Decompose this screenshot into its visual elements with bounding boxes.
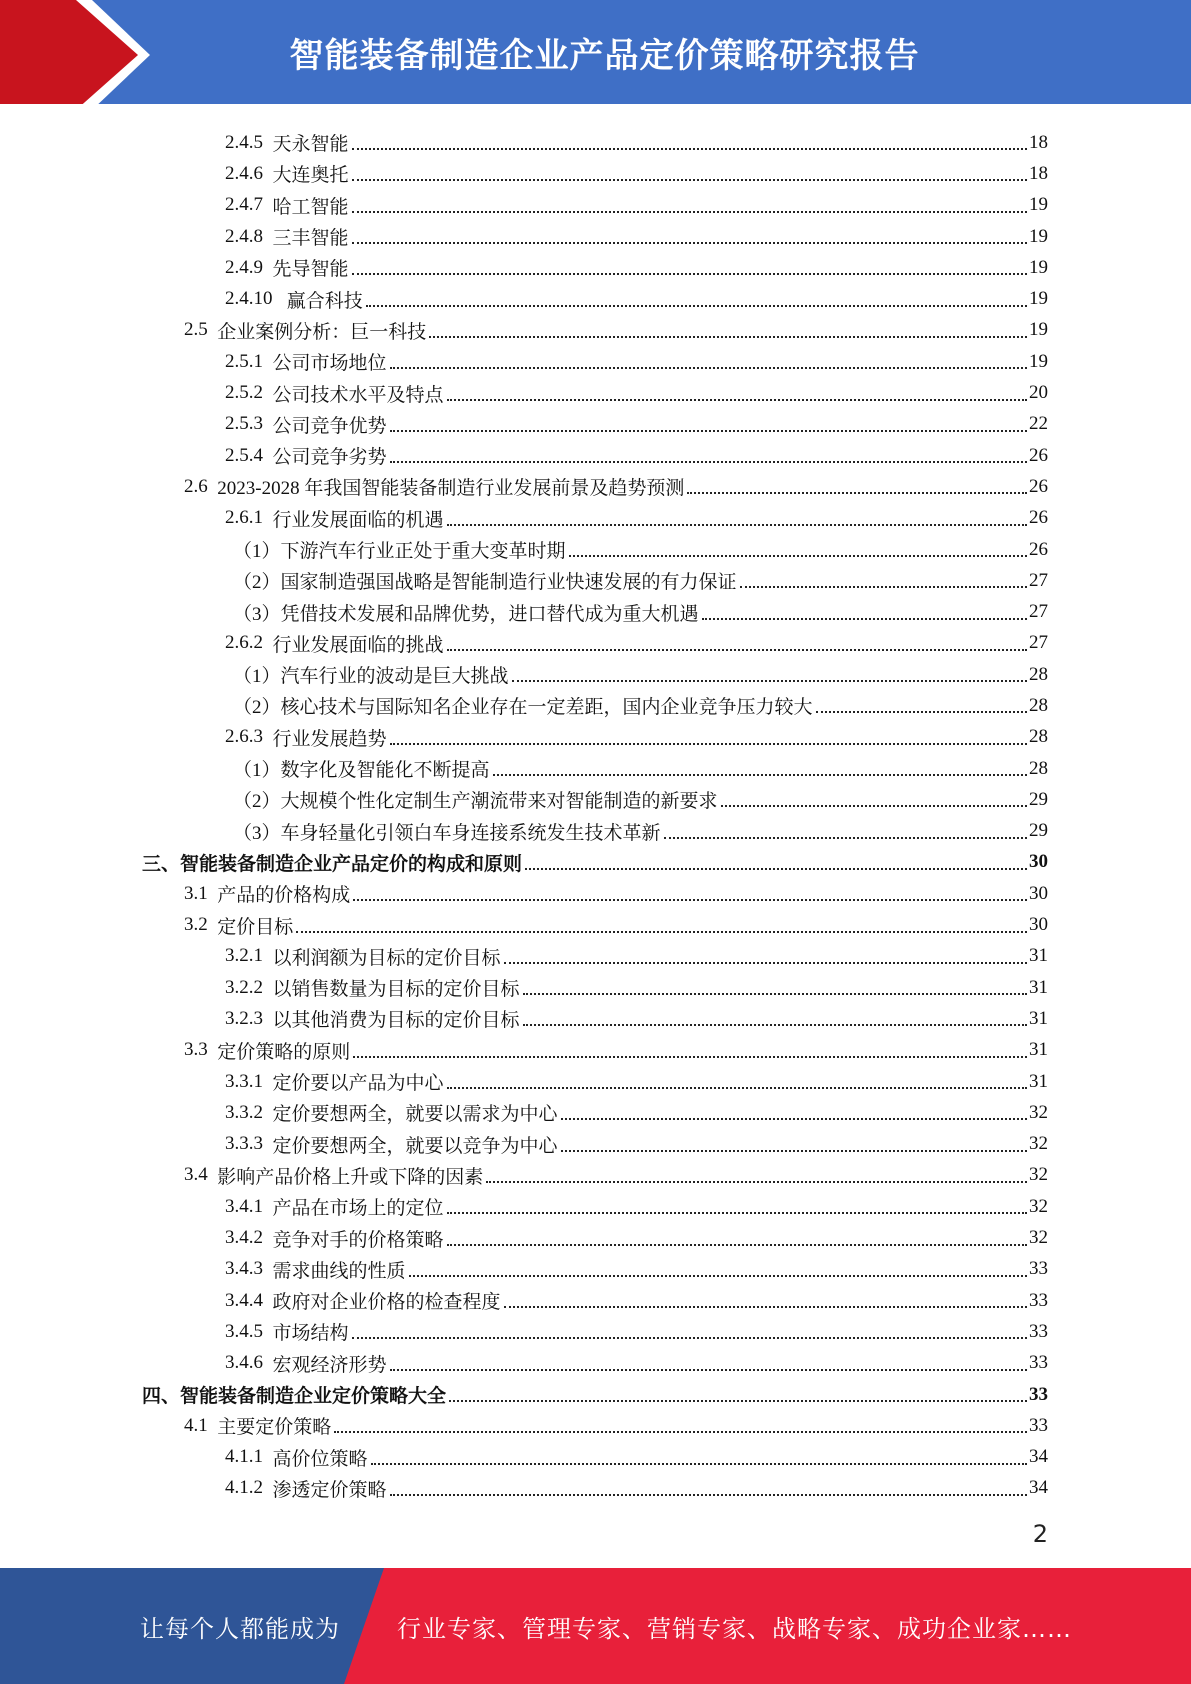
footer-slogan-left: 让每个人都能成为 xyxy=(140,1614,340,1643)
toc-entry-title: 行业发展面临的机遇 xyxy=(272,509,444,531)
toc-entry-number: 3.2 xyxy=(184,914,208,936)
toc-entry[interactable] xyxy=(0,1316,1191,1347)
toc-entry-page: 22 xyxy=(1029,413,1048,435)
toc-entry[interactable] xyxy=(0,346,1191,377)
toc-entry-title: 汽车行业的波动是巨大挑战 xyxy=(280,666,509,688)
toc-entry-page: 27 xyxy=(1029,601,1048,623)
toc-entry-number: 2.4.5 xyxy=(225,131,263,153)
toc-entry-page: 26 xyxy=(1029,507,1048,529)
toc-entry[interactable] xyxy=(0,878,1191,909)
toc-entry-page: 31 xyxy=(1029,945,1048,967)
toc-entry-page: 32 xyxy=(1029,1164,1048,1186)
toc-entry-gap xyxy=(263,1352,273,1374)
toc-dot-leader xyxy=(409,1256,1027,1277)
toc-entry-gap xyxy=(263,1071,273,1093)
toc-entry-title: 哈工智能 xyxy=(272,196,349,218)
toc-entry-gap xyxy=(263,1290,273,1312)
toc-dot-leader xyxy=(664,818,1027,839)
toc-entry-title: 国家制造强国战略是智能制造行业快速发展的有力保证 xyxy=(280,572,737,594)
toc-dot-leader xyxy=(390,724,1027,745)
toc-entry-gap xyxy=(263,257,273,279)
toc-entry-number: （3） xyxy=(233,822,281,844)
toc-entry-number: 2.5.4 xyxy=(225,444,263,466)
toc-entry-number: 3.2.1 xyxy=(225,945,263,967)
toc-dot-leader xyxy=(687,473,1027,494)
toc-entry[interactable] xyxy=(0,1473,1191,1504)
toc-entry[interactable] xyxy=(0,1003,1191,1034)
toc-entry[interactable] xyxy=(0,283,1191,314)
toc-entry-title: 下游汽车行业正处于重大变革时期 xyxy=(280,541,566,562)
toc-dot-leader xyxy=(352,254,1027,275)
toc-entry-page: 26 xyxy=(1029,444,1048,466)
toc-entry-gap xyxy=(263,977,273,999)
toc-entry[interactable] xyxy=(0,440,1191,471)
toc-entry[interactable] xyxy=(0,409,1191,440)
toc-entry-title: 以利润额为目标的定价目标 xyxy=(272,947,501,969)
toc-entry-gap xyxy=(263,726,273,748)
toc-entry-gap xyxy=(263,1227,273,1249)
toc-entry-title: 企业案例分析：巨一科技 xyxy=(217,321,427,343)
toc-entry-number: （2） xyxy=(233,572,281,594)
toc-entry-page: 30 xyxy=(1029,914,1048,936)
toc-entry[interactable] xyxy=(0,221,1191,252)
toc-entry-title: 以其他消费为目标的定价目标 xyxy=(272,1010,520,1032)
toc-entry-title: 定价要想两全，就要以竞争为中心 xyxy=(272,1135,558,1157)
toc-entry-number: 3.2.2 xyxy=(225,976,263,998)
toc-entry-number: 2.4.10 xyxy=(225,288,273,310)
toc-entry-number: 3.4.2 xyxy=(225,1227,263,1249)
toc-entry-title: 行业发展趋势 xyxy=(272,728,387,750)
toc-dot-leader xyxy=(352,223,1027,244)
toc-entry[interactable] xyxy=(0,1160,1191,1191)
toc-entry[interactable] xyxy=(0,909,1191,940)
toc-dot-leader xyxy=(523,974,1027,995)
toc-entry[interactable] xyxy=(0,972,1191,1003)
toc-entry-number: 2.5 xyxy=(184,319,208,341)
toc-entry-gap xyxy=(208,883,218,905)
toc-dot-leader xyxy=(721,786,1027,807)
toc-entry-number: 2.5.2 xyxy=(225,382,263,404)
toc-entry-page: 26 xyxy=(1029,538,1048,560)
toc-entry[interactable] xyxy=(0,690,1191,721)
toc-entry[interactable] xyxy=(0,847,1191,878)
toc-entry[interactable] xyxy=(0,471,1191,502)
toc-entry-gap xyxy=(263,132,273,154)
toc-entry-gap xyxy=(208,476,218,498)
toc-entry-number: 3.4.4 xyxy=(225,1289,263,1311)
toc-entry-gap xyxy=(263,445,273,467)
toc-dot-leader xyxy=(493,755,1027,776)
toc-entry[interactable] xyxy=(0,190,1191,221)
report-title: 智能装备制造企业产品定价策略研究报告 xyxy=(289,35,920,76)
toc-entry[interactable] xyxy=(0,1254,1191,1285)
toc-dot-leader xyxy=(447,1193,1027,1214)
toc-entry-title: 数字化及智能化不断提高 xyxy=(280,760,490,782)
toc-dot-leader xyxy=(504,1287,1027,1308)
toc-entry-title: 产品的价格构成 xyxy=(217,885,351,907)
toc-entry[interactable] xyxy=(0,127,1191,158)
toc-entry-number: 四、 xyxy=(142,1386,181,1408)
toc-entry-title: 渗透定价策略 xyxy=(272,1479,387,1501)
toc-entry-page: 33 xyxy=(1029,1289,1048,1311)
toc-entry-number: 2.5.1 xyxy=(225,350,263,372)
toc-entry[interactable] xyxy=(0,1285,1191,1316)
toc-dot-leader xyxy=(447,505,1027,526)
toc-entry-number: 3.4 xyxy=(184,1164,208,1186)
toc-entry-number: 3.3.3 xyxy=(225,1133,263,1155)
toc-entry-title: 先导智能 xyxy=(272,259,349,281)
toc-entry-gap xyxy=(263,1196,273,1218)
toc-entry-page: 28 xyxy=(1029,726,1048,748)
toc-entry[interactable] xyxy=(0,1097,1191,1128)
toc-dot-leader xyxy=(523,1005,1027,1026)
toc-entry[interactable] xyxy=(0,1129,1191,1160)
toc-dot-leader xyxy=(561,1099,1027,1120)
toc-entry-page: 30 xyxy=(1029,851,1048,873)
toc-entry-gap xyxy=(263,382,273,404)
toc-entry-gap xyxy=(208,1039,218,1061)
toc-entry-number: （2） xyxy=(233,791,281,813)
toc-entry-page: 33 xyxy=(1029,1383,1048,1405)
toc-entry-title: 车身轻量化引领白车身连接系统发生技术革新 xyxy=(280,822,661,844)
toc-entry-gap xyxy=(263,226,273,248)
toc-entry-title: 政府对企业价格的检查程度 xyxy=(272,1292,501,1314)
toc-entry[interactable] xyxy=(0,1348,1191,1379)
toc-entry-title: 凭借技术发展和品牌优势，进口替代成为重大机遇 xyxy=(280,603,699,625)
toc-entry-page: 28 xyxy=(1029,663,1048,685)
toc-entry-page: 19 xyxy=(1029,225,1048,247)
toc-entry-page: 29 xyxy=(1029,788,1048,810)
toc-entry[interactable] xyxy=(0,158,1191,189)
toc-dot-leader xyxy=(390,1350,1027,1371)
toc-dot-leader xyxy=(447,630,1027,651)
toc-entry-gap xyxy=(208,914,218,936)
toc-entry[interactable] xyxy=(0,659,1191,690)
toc-entry-page: 19 xyxy=(1029,350,1048,372)
toc-entry-gap xyxy=(263,413,273,435)
toc-entry-gap xyxy=(263,1008,273,1030)
toc-entry-page: 32 xyxy=(1029,1101,1048,1123)
toc-entry-gap xyxy=(208,319,218,341)
toc-entry-page: 34 xyxy=(1029,1446,1048,1468)
toc-entry-number: 4.1 xyxy=(184,1414,208,1436)
toc-entry[interactable] xyxy=(0,252,1191,283)
toc-entry-page: 33 xyxy=(1029,1320,1048,1342)
toc-entry[interactable] xyxy=(0,1410,1191,1441)
toc-entry-number: 3.4.1 xyxy=(225,1195,263,1217)
toc-entry[interactable] xyxy=(0,753,1191,784)
toc-entry[interactable] xyxy=(0,503,1191,534)
toc-entry-page: 34 xyxy=(1029,1477,1048,1499)
toc-entry-page: 31 xyxy=(1029,1070,1048,1092)
toc-entry-page: 27 xyxy=(1029,632,1048,654)
toc-entry-title: 智能装备制造企业产品定价的构成和原则 xyxy=(180,853,523,875)
toc-entry-gap xyxy=(263,1258,273,1280)
toc-entry-page: 31 xyxy=(1029,1039,1048,1061)
toc-entry-number: 3.4.6 xyxy=(225,1352,263,1374)
toc-entry-page: 29 xyxy=(1029,820,1048,842)
toc-entry-page: 31 xyxy=(1029,1007,1048,1029)
toc-entry-title: 宏观经济形势 xyxy=(272,1354,387,1376)
toc-entry-number: 3.4.3 xyxy=(225,1258,263,1280)
toc-entry-gap xyxy=(263,1477,273,1499)
toc-entry[interactable] xyxy=(0,1191,1191,1222)
toc-entry-gap xyxy=(263,632,273,654)
table-of-contents xyxy=(0,127,1191,1504)
toc-dot-leader xyxy=(390,1475,1027,1496)
toc-entry-number: 2.6 xyxy=(184,475,208,497)
page-number: 2 xyxy=(1032,1520,1048,1548)
toc-entry-number: 2.6.3 xyxy=(225,726,263,748)
toc-dot-leader xyxy=(352,1318,1027,1339)
toc-entry-number: 3.4.5 xyxy=(225,1320,263,1342)
toc-entry-page: 28 xyxy=(1029,757,1048,779)
toc-entry-gap xyxy=(263,945,273,967)
toc-entry-number: 2.6.1 xyxy=(225,507,263,529)
toc-entry-number: 3.1 xyxy=(184,882,208,904)
toc-entry[interactable] xyxy=(0,1441,1191,1472)
toc-entry-gap xyxy=(263,351,273,373)
toc-entry-title: 市场结构 xyxy=(272,1323,349,1345)
toc-entry-title: 天永智能 xyxy=(272,134,349,156)
toc-entry-page: 30 xyxy=(1029,882,1048,904)
toc-dot-leader xyxy=(353,880,1027,901)
toc-entry-gap xyxy=(263,1133,273,1155)
toc-entry[interactable] xyxy=(0,565,1191,596)
toc-entry[interactable] xyxy=(0,596,1191,627)
toc-entry-title: 行业发展面临的挑战 xyxy=(272,634,444,656)
toc-entry-title: 2023-2028 年我国智能装备制造行业发展前景及趋势预测 xyxy=(217,478,685,500)
toc-entry-page: 33 xyxy=(1029,1258,1048,1280)
toc-entry-title: 产品在市场上的定位 xyxy=(272,1198,444,1220)
toc-entry[interactable] xyxy=(0,1066,1191,1097)
toc-dot-leader xyxy=(429,317,1027,338)
toc-dot-leader xyxy=(525,849,1027,870)
toc-entry-number: 2.5.3 xyxy=(225,413,263,435)
toc-entry-gap xyxy=(263,507,273,529)
toc-dot-leader xyxy=(334,1412,1027,1433)
toc-entry-title: 大连奥托 xyxy=(272,165,349,187)
toc-entry-page: 32 xyxy=(1029,1227,1048,1249)
toc-entry-number: 2.4.8 xyxy=(225,225,263,247)
toc-entry[interactable] xyxy=(0,722,1191,753)
toc-entry-gap xyxy=(273,288,283,310)
toc-entry-number: 3.3.2 xyxy=(225,1101,263,1123)
toc-entry-number: 3.3.1 xyxy=(225,1070,263,1092)
toc-entry-title: 核心技术与国际知名企业存在一定差距，国内企业竞争压力较大 xyxy=(280,697,813,719)
toc-entry-page: 20 xyxy=(1029,382,1048,404)
toc-dot-leader xyxy=(447,380,1027,401)
toc-dot-leader xyxy=(486,1162,1027,1183)
toc-entry-title: 高价位策略 xyxy=(272,1448,368,1470)
toc-entry-page: 33 xyxy=(1029,1352,1048,1374)
toc-entry-page: 19 xyxy=(1029,256,1048,278)
toc-entry-title: 定价策略的原则 xyxy=(217,1041,351,1063)
toc-entry-title: 竞争对手的价格策略 xyxy=(272,1229,444,1251)
toc-entry-title: 公司竞争优势 xyxy=(272,415,387,437)
toc-dot-leader xyxy=(512,661,1027,682)
toc-dot-leader xyxy=(366,286,1027,307)
toc-dot-leader xyxy=(352,129,1027,150)
toc-dot-leader xyxy=(296,912,1027,933)
toc-entry-number: 3.3 xyxy=(184,1039,208,1061)
toc-dot-leader xyxy=(390,411,1027,432)
toc-entry[interactable] xyxy=(0,315,1191,346)
toc-entry-number: （2） xyxy=(233,697,281,719)
toc-entry-title: 定价要以产品为中心 xyxy=(272,1073,444,1095)
toc-dot-leader xyxy=(390,348,1027,369)
toc-entry-title: 公司市场地位 xyxy=(272,353,387,375)
toc-entry-number: 4.1.1 xyxy=(225,1446,263,1468)
toc-entry-page: 31 xyxy=(1029,976,1048,998)
toc-entry-title: 定价要想两全，就要以需求为中心 xyxy=(272,1104,558,1126)
toc-entry-page: 19 xyxy=(1029,288,1048,310)
toc-entry[interactable] xyxy=(0,534,1191,565)
toc-dot-leader xyxy=(561,1131,1027,1152)
toc-entry[interactable] xyxy=(0,784,1191,815)
toc-dot-leader xyxy=(569,536,1027,557)
toc-entry-page: 19 xyxy=(1029,194,1048,216)
toc-entry-page: 19 xyxy=(1029,319,1048,341)
toc-dot-leader xyxy=(352,192,1027,213)
toc-entry-gap xyxy=(208,1415,218,1437)
toc-entry-page: 32 xyxy=(1029,1133,1048,1155)
toc-entry-page: 18 xyxy=(1029,131,1048,153)
toc-dot-leader xyxy=(449,1381,1027,1402)
toc-entry-title: 三丰智能 xyxy=(272,228,349,250)
toc-entry-gap xyxy=(208,1164,218,1186)
toc-dot-leader xyxy=(447,1225,1027,1246)
toc-entry-gap xyxy=(263,1446,273,1468)
toc-entry-page: 28 xyxy=(1029,694,1048,716)
toc-entry-gap xyxy=(263,1321,273,1343)
toc-entry-page: 18 xyxy=(1029,162,1048,184)
toc-entry-page: 33 xyxy=(1029,1414,1048,1436)
toc-entry[interactable] xyxy=(0,941,1191,972)
toc-dot-leader xyxy=(371,1444,1027,1465)
toc-dot-leader xyxy=(352,160,1027,181)
toc-entry-title: 需求曲线的性质 xyxy=(272,1260,406,1282)
toc-entry[interactable] xyxy=(0,628,1191,659)
toc-dot-leader xyxy=(504,943,1027,964)
page-header xyxy=(0,0,1191,110)
toc-entry[interactable] xyxy=(0,1222,1191,1253)
toc-entry-title: 以销售数量为目标的定价目标 xyxy=(272,979,520,1001)
toc-dot-leader xyxy=(353,1037,1027,1058)
toc-entry-number: （1） xyxy=(233,760,281,782)
toc-entry-title: 赢合科技 xyxy=(282,290,363,312)
toc-entry-title: 主要定价策略 xyxy=(217,1417,332,1439)
toc-dot-leader xyxy=(816,692,1027,713)
footer-slogan-right: 行业专家、管理专家、营销专家、战略专家、成功企业家…… xyxy=(397,1614,1072,1643)
toc-entry-number: （1） xyxy=(233,666,281,688)
toc-entry[interactable] xyxy=(0,377,1191,408)
toc-entry[interactable] xyxy=(0,1379,1191,1410)
toc-entry-title: 公司技术水平及特点 xyxy=(272,384,444,406)
toc-entry-title: 大规模个性化定制生产潮流带来对智能制造的新要求 xyxy=(280,791,718,813)
toc-entry-page: 32 xyxy=(1029,1195,1048,1217)
toc-dot-leader xyxy=(390,442,1027,463)
toc-entry-number: 2.4.6 xyxy=(225,162,263,184)
toc-entry-number: 2.4.9 xyxy=(225,256,263,278)
toc-entry-number: 2.6.2 xyxy=(225,632,263,654)
toc-entry-page: 26 xyxy=(1029,475,1048,497)
toc-entry-number: （1） xyxy=(233,541,281,562)
toc-entry[interactable] xyxy=(0,816,1191,847)
toc-entry-gap xyxy=(263,1102,273,1124)
toc-entry-number: 三、 xyxy=(142,853,181,875)
toc-entry-title: 影响产品价格上升或下降的因素 xyxy=(217,1166,484,1188)
toc-dot-leader xyxy=(702,599,1027,620)
toc-dot-leader xyxy=(740,567,1027,588)
toc-entry[interactable] xyxy=(0,1035,1191,1066)
toc-entry-page: 27 xyxy=(1029,569,1048,591)
toc-entry-title: 定价目标 xyxy=(217,916,294,938)
toc-entry-gap xyxy=(263,163,273,185)
toc-entry-gap xyxy=(263,194,273,216)
page-footer xyxy=(0,1568,1191,1684)
toc-entry-number: 4.1.2 xyxy=(225,1477,263,1499)
toc-entry-number: 3.2.3 xyxy=(225,1007,263,1029)
toc-entry-title: 公司竞争劣势 xyxy=(272,447,387,469)
toc-entry-number: （3） xyxy=(233,603,281,625)
toc-dot-leader xyxy=(447,1068,1027,1089)
toc-entry-number: 2.4.7 xyxy=(225,194,263,216)
toc-entry-title: 智能装备制造企业定价策略大全 xyxy=(180,1386,447,1408)
